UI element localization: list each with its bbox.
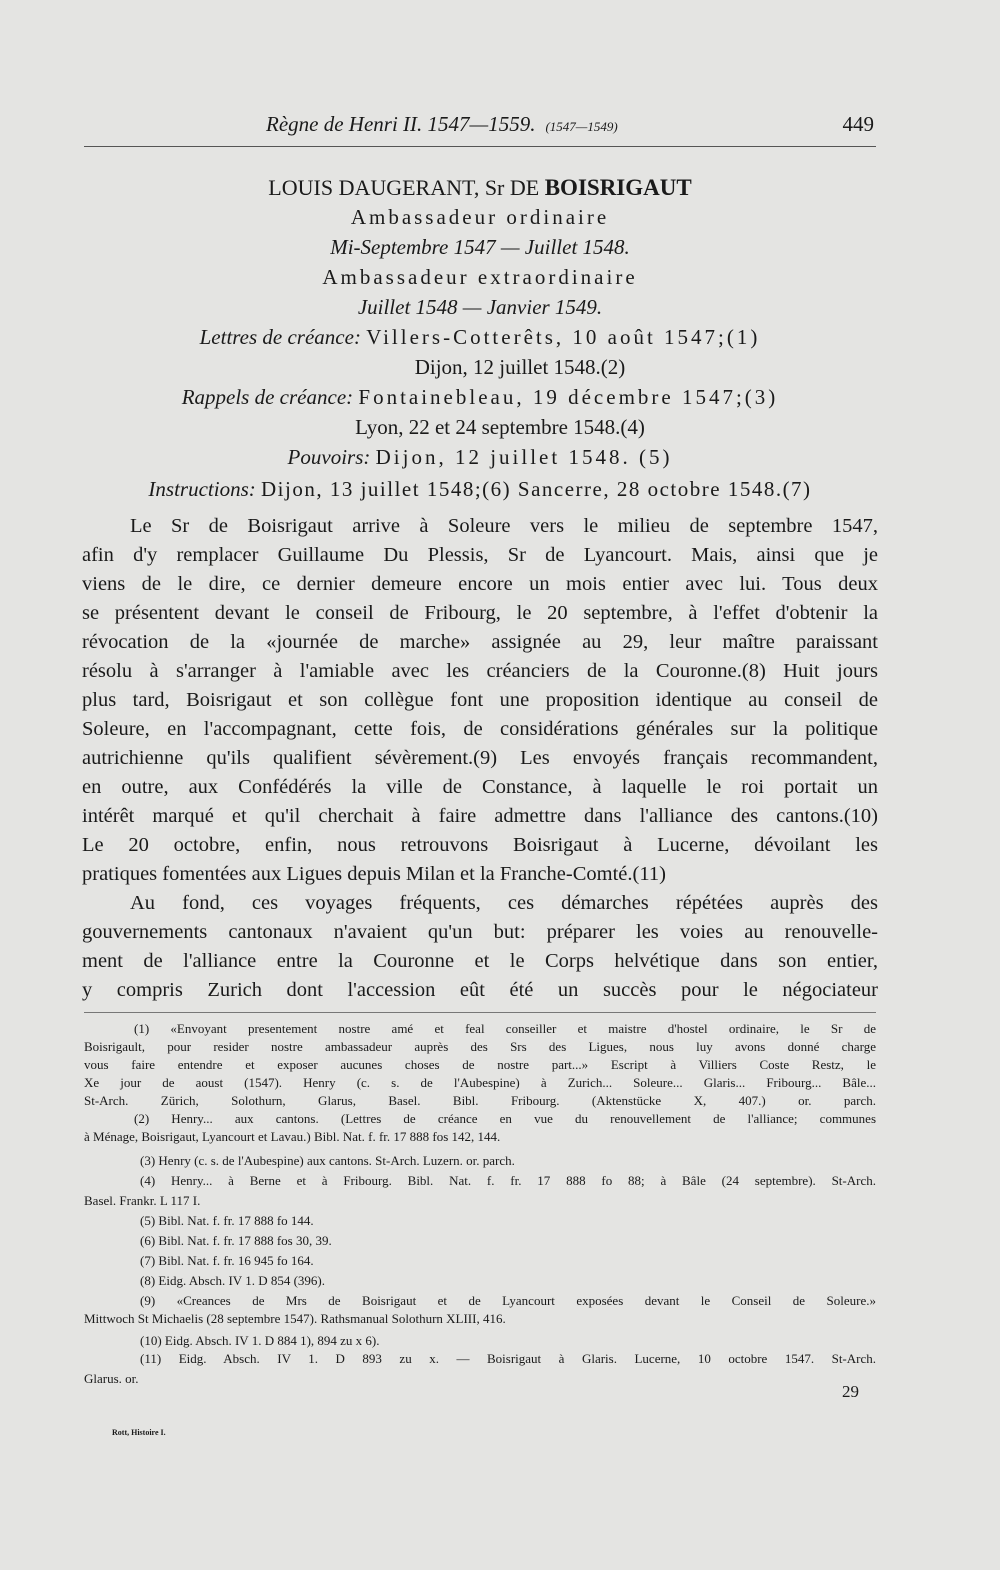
lettres-line-1: Lettres de créance: Villers-Cotterêts, 10 août 1547;(1) (199, 325, 761, 349)
rappels-line-2: Lyon, 22 et 24 septembre 1548.(4) (355, 415, 645, 439)
body-line: y compris Zurich dont l'accession eût été un succès pour le négociateur (82, 979, 878, 1001)
ambassador-surname: BOISRIGAUT (544, 175, 692, 200)
body-line: viens de le dire, ce dernier demeure encore un mois entier avec lui. Tous deux (82, 573, 878, 595)
body-line: Soleure, en l'accompagnant, cette fois, de considérations générales sur la politique (82, 718, 878, 740)
footnote-line: Basel. Frankr. L 117 I. (84, 1193, 201, 1208)
body-line: se présentent devant le conseil de Fribourg, le 20 septembre, à l'effet d'obtenir la (82, 602, 878, 624)
footnote-line: Xe jour de aoust (1547). Henry (c. s. de l'Aubespine) à Zurich... Soleure... Glaris... Fribourg... Bâle... (84, 1075, 876, 1090)
footnote-line: (4) Henry... à Berne et à Fribourg. Bibl. Nat. f. fr. 17 888 fo 88; à Bâle (24 septembre). St-Arch. (140, 1173, 876, 1188)
footnote-line: Glarus. or. (84, 1371, 139, 1386)
footnote-line: (1) «Envoyant presentement nostre amé et feal conseiller et maistre d'hostel ordinaire, le Sr de (134, 1021, 876, 1036)
body-line: Au fond, ces voyages fréquents, ces démarches répétées auprès des (130, 892, 878, 914)
footnote-line: (3) Henry (c. s. de l'Aubespine) aux cantons. St-Arch. Luzern. or. parch. (140, 1153, 515, 1168)
footnote-line: (9) «Creances de Mrs de Boisrigaut et de Lyancourt exposées devant le Conseil de Soleure.» (140, 1293, 876, 1308)
body-line: intérêt marqué et qu'il cherchait à faire admettre dans l'alliance des cantons.(10) (82, 805, 878, 827)
body-line: afin d'y remplacer Guillaume Du Plessis, Sr de Lyancourt. Mais, ainsi que je (82, 544, 878, 566)
header-rule (84, 146, 876, 147)
dates-extraordinary: Juillet 1548 — Janvier 1549. (357, 295, 603, 319)
running-header (80, 112, 880, 142)
header-range: (1547—1549) (545, 119, 618, 134)
instructions-label: Instructions: (148, 477, 256, 501)
lettres-line-2: Dijon, 12 juillet 1548.(2) (414, 355, 626, 379)
header-title: Règne de Henri II. 1547—1559. (1547—1549) (266, 112, 618, 136)
body-line: Le Sr de Boisrigaut arrive à Soleure vers le milieu de septembre 1547, (130, 515, 878, 537)
footnote-line: (7) Bibl. Nat. f. fr. 16 945 fo 164. (140, 1253, 314, 1268)
ambassador-name: LOUIS DAUGERANT, Sr DE BOISRIGAUT (268, 175, 692, 200)
page-number: 449 (842, 112, 874, 136)
footnote-line: (11) Eidg. Absch. IV 1. D 893 zu x. — Boisrigaut à Glaris. Lucerne, 10 octobre 1547. St-Arch. (140, 1351, 876, 1366)
body-line: ment de l'alliance entre la Couronne et le Corps helvétique dans son entier, (82, 950, 878, 972)
pouvoirs-line: Pouvoirs: Dijon, 12 juillet 1548. (5) (287, 445, 673, 469)
footnote-line: Boisrigault, pour resider nostre ambassadeur auprès des Srs des Ligues, nous luy avons donné charge (84, 1039, 876, 1054)
footnote-line: Mittwoch St Michaelis (28 septembre 1547). Rathsmanual Solothurn XLIII, 416. (84, 1311, 506, 1326)
pouvoirs-label: Pouvoirs: (287, 445, 371, 469)
signature-mark: 29 (842, 1382, 859, 1401)
lettres-label: Lettres de créance: (199, 325, 361, 349)
body-line: Le 20 octobre, enfin, nous retrouvons Boisrigaut à Lucerne, dévoilant les (82, 834, 878, 856)
printer-line: Rott, Histoire I. (112, 1428, 166, 1437)
footnote-line: St-Arch. Zürich, Solothurn, Glarus, Basel. Bibl. Fribourg. (Aktenstücke X, 407.) or. parch. (84, 1093, 876, 1108)
body-line: en outre, aux Confédérés la ville de Constance, à laquelle le roi portait un (82, 776, 878, 798)
footnote-line: (8) Eidg. Absch. IV 1. D 854 (396). (140, 1273, 325, 1288)
footnote-line: (10) Eidg. Absch. IV 1. D 884 1), 894 zu x 6). (140, 1333, 380, 1348)
body-line: plus tard, Boisrigaut et son collègue font une proposition identique au conseil de (82, 689, 878, 711)
dates-ordinary: Mi-Septembre 1547 — Juillet 1548. (330, 235, 630, 259)
footnote-line: à Ménage, Boisrigaut, Lyancourt et Lavau.) Bibl. Nat. f. fr. 17 888 fos 142, 144. (84, 1129, 501, 1144)
body-line: pratiques fomentées aux Ligues depuis Milan et la Franche-Comté.(11) (82, 863, 666, 885)
footnote-line: (5) Bibl. Nat. f. fr. 17 888 fo 144. (140, 1213, 314, 1228)
body-line: révocation de la «journée de marche» assignée au 29, leur maître paraissant (82, 631, 878, 653)
body-line: résolu à s'arranger à l'amiable avec les créanciers de la Couronne.(8) Huit jours (82, 660, 878, 682)
footnote-line: (6) Bibl. Nat. f. fr. 17 888 fos 30, 39. (140, 1233, 332, 1248)
footnote-rule (84, 1012, 876, 1013)
role-extraordinary: Ambassadeur extraordinaire (322, 265, 638, 289)
footnote-line: vous faire entendre et exposer aucunes choses de nostre part...» Escript à Villiers Coste Restz, le (84, 1057, 876, 1072)
body-line: gouvernements cantonaux n'avaient qu'un but: préparer les voies au renouvelle- (82, 921, 878, 943)
role-ordinary: Ambassadeur ordinaire (350, 205, 610, 229)
instructions-line: Instructions: Dijon, 13 juillet 1548;(6) Sancerre, 28 octobre 1548.(7) (148, 477, 812, 501)
rappels-line-1: Rappels de créance: Fontainebleau, 19 décembre 1547;(3) (181, 385, 779, 409)
footnote-line: (2) Henry... aux cantons. (Lettres de créance en vue du renouvellement de l'alliance; communes (134, 1111, 876, 1126)
body-line: autrichienne qu'ils qualifient sévèrement.(9) Les envoyés français recommandent, (82, 747, 878, 769)
rappels-label: Rappels de créance: (181, 385, 354, 409)
